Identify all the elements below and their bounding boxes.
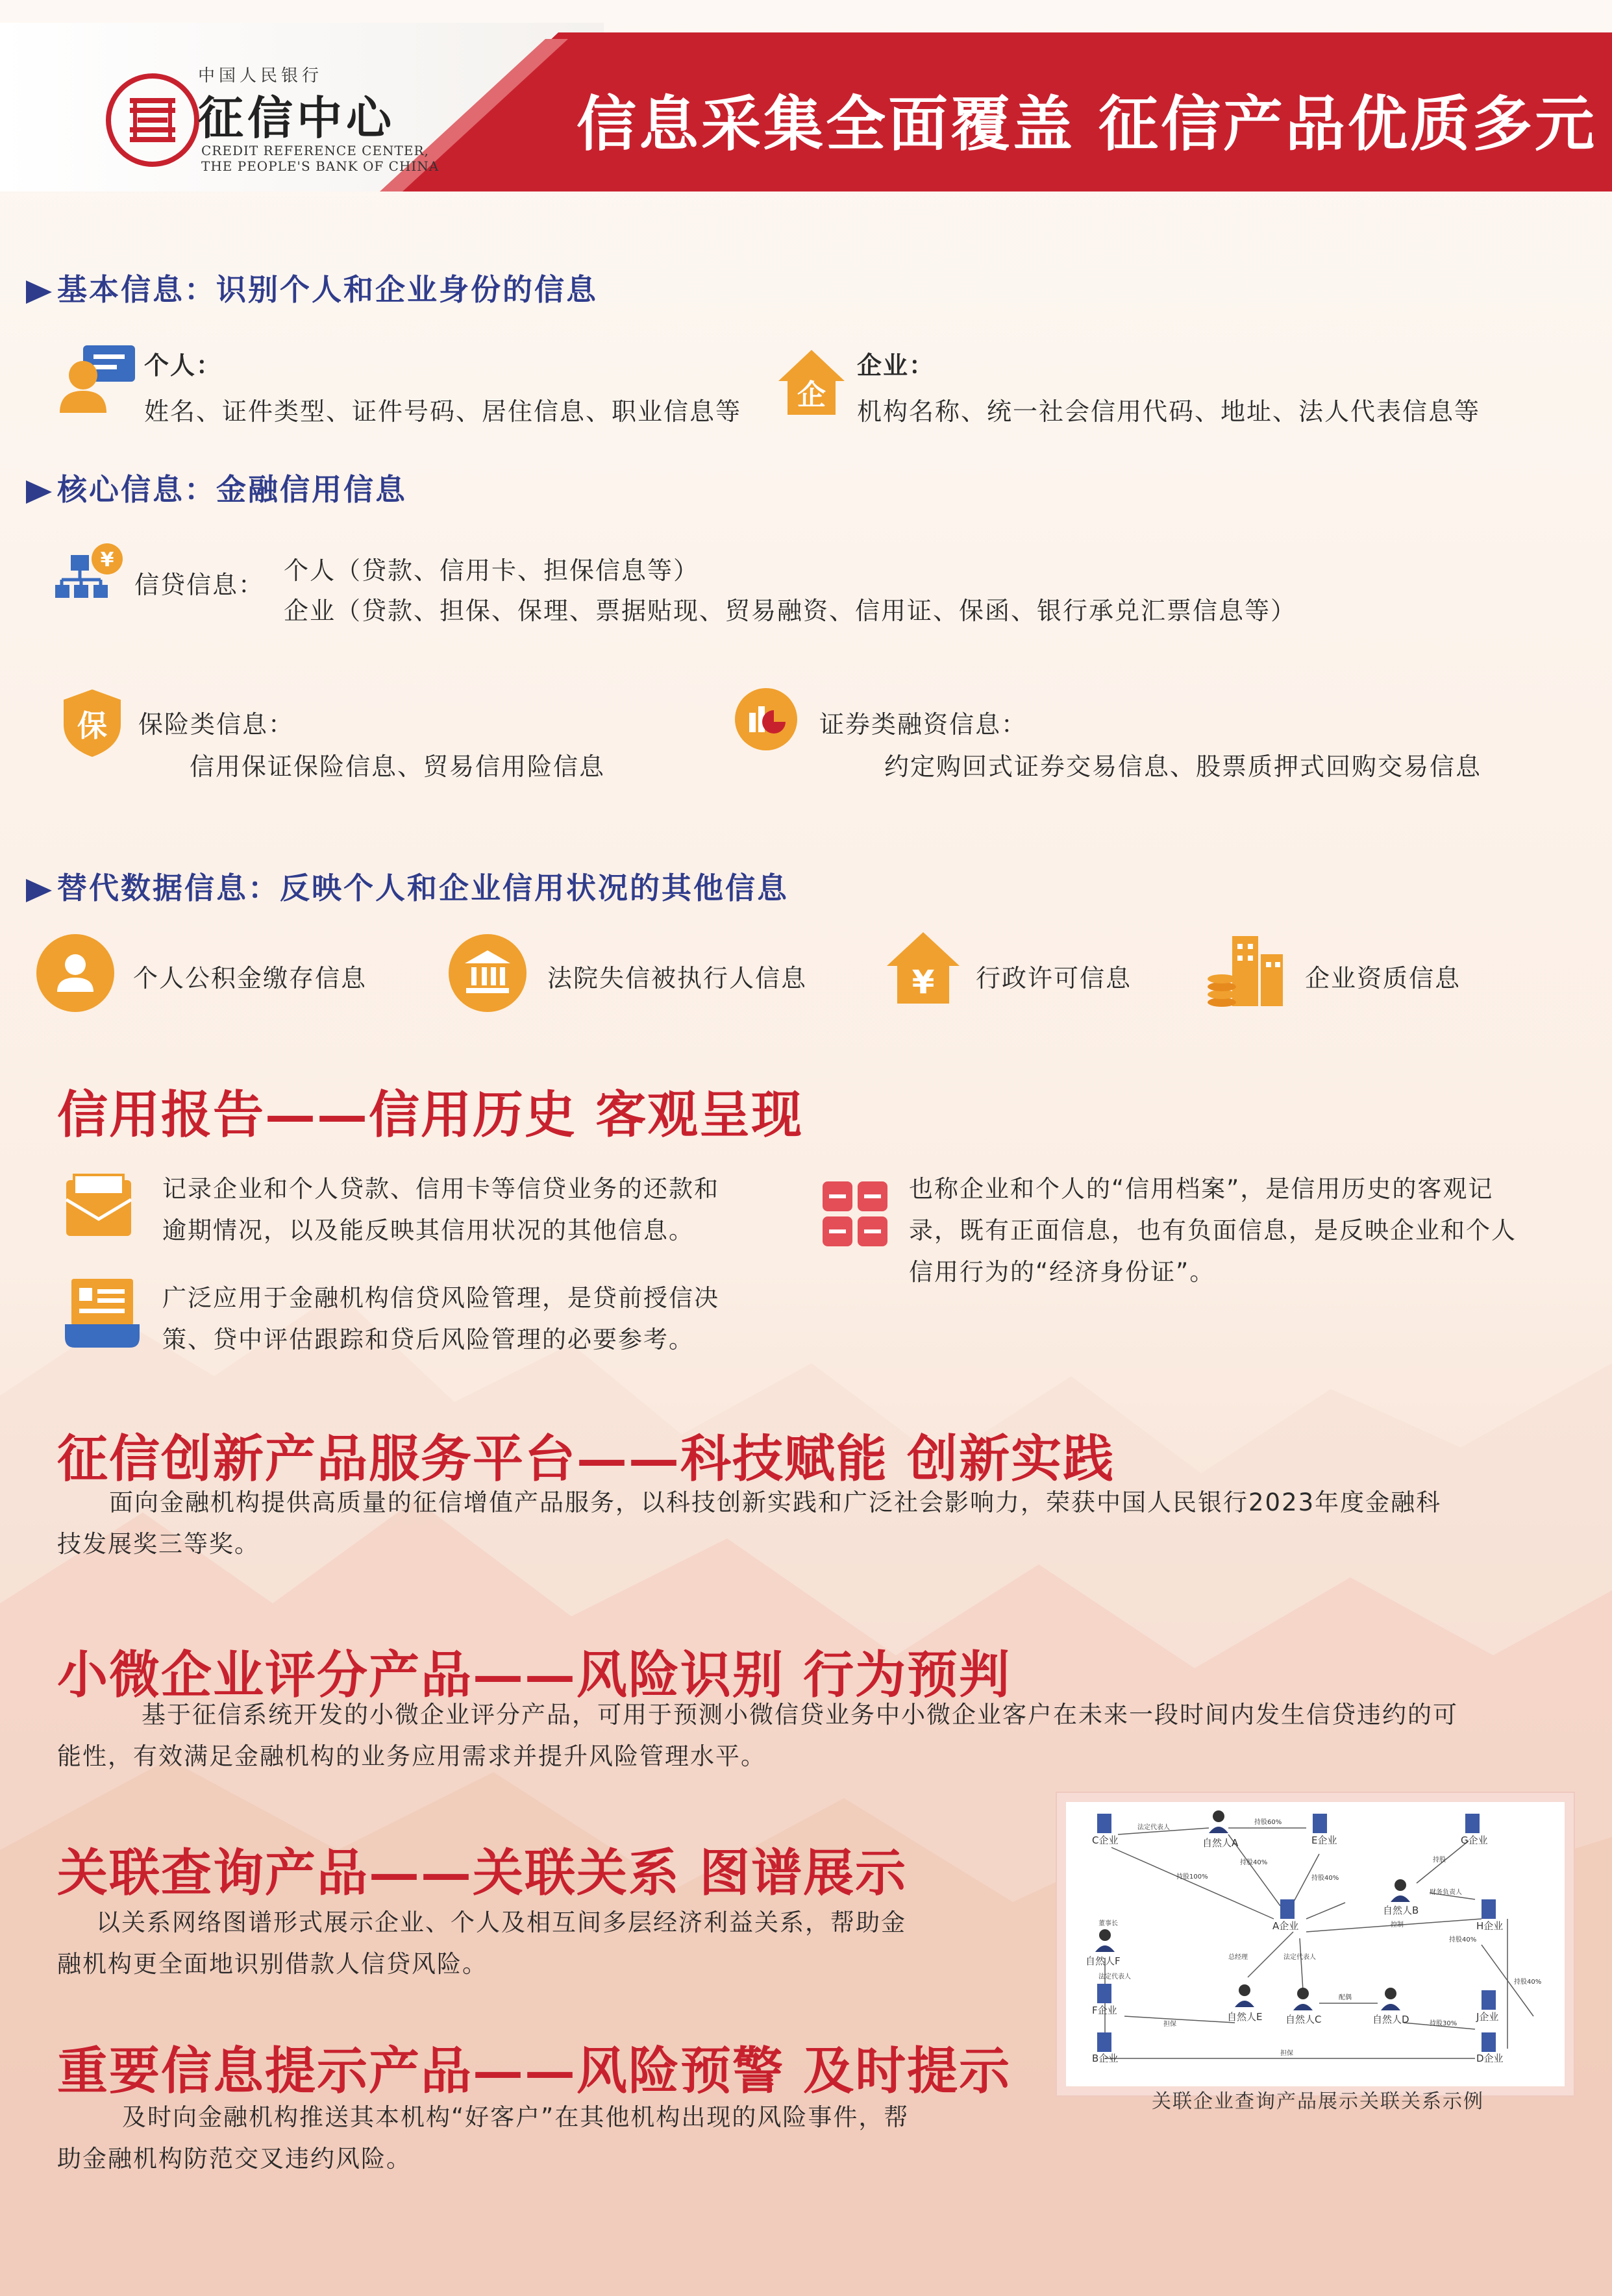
report-p2-line2: 策、贷中评估跟踪和贷后风险管理的必要参考。 <box>162 1326 694 1353</box>
enterprise-qualification-building-icon <box>1206 930 1291 1009</box>
securities-info-description: 约定购回式证券交易信息、股票质押式回购交易信息 <box>884 752 1482 781</box>
platform-line2: 技发展奖三等奖。 <box>57 1530 260 1558</box>
envelope-record-icon <box>65 1174 133 1239</box>
alt-info-heading <box>26 865 789 907</box>
relationship-diagram-frame <box>1057 1793 1574 2095</box>
edge-label: 持股40% <box>1311 1875 1339 1882</box>
insurance-icon-char: 保 <box>77 708 107 743</box>
platform-title: 征信创新产品服务平台——科技赋能 创新实践 <box>57 1429 1115 1488</box>
risk-alert-title: 重要信息提示产品——风险预警 及时提示 <box>57 2042 1011 2101</box>
credit-report-title: 信用报告——信用历史 客观呈现 <box>57 1085 804 1144</box>
securities-chart-icon <box>734 687 799 752</box>
sme-score-paragraph <box>57 1694 1563 1777</box>
node-label: B企业 <box>1092 2053 1119 2064</box>
sme-line2: 能性，有效满足金融机构的业务应用需求并提升风险管理水平。 <box>57 1742 766 1770</box>
edge-label: 控制 <box>1391 1921 1404 1929</box>
association-line1: 以关系网络图谱形式展示企业、个人及相互间多层经济利益关系，帮助金 <box>96 1908 906 1936</box>
logo-top-text: 中国人民银行 <box>198 66 323 86</box>
node-label: A企业 <box>1272 1920 1299 1932</box>
node-label: E企业 <box>1311 1834 1337 1846</box>
node-label: 自然人F <box>1085 1955 1121 1967</box>
node-label: 自然人A <box>1202 1837 1239 1849</box>
insurance-info-label: 保险类信息： <box>138 710 295 739</box>
edge-label: 持股40% <box>1514 1979 1542 1986</box>
license-yen-char: ¥ <box>911 963 935 1001</box>
section-arrow-icon <box>26 480 52 504</box>
edge-label: 持股40% <box>1240 1859 1268 1866</box>
alt-item-court-dishonesty: 法院失信被执行人信息 <box>547 964 808 993</box>
alert-line2: 助金融机构防范交叉违约风险。 <box>57 2145 412 2173</box>
basic-info-heading-text: 基本信息：识别个人和企业身份的信息 <box>57 272 598 307</box>
alt-item-housing-fund: 个人公积金缴存信息 <box>133 964 367 993</box>
edge-label: 财务负责人 <box>1430 1889 1462 1896</box>
report-p1-line2: 逾期情况，以及能反映其信用状况的其他信息。 <box>162 1216 694 1244</box>
enterprise-icon <box>776 347 847 419</box>
edge-label: 持股40% <box>1449 1936 1477 1944</box>
credit-personal-line: 个人（贷款、信用卡、担保信息等） <box>284 556 700 585</box>
node-label: H企业 <box>1476 1920 1504 1932</box>
credit-enterprise-line: 企业（贷款、担保、保理、票据贴现、贸易融资、信用证、保函、银行承兑汇票信息等） <box>284 597 1297 625</box>
edge-label: 董事长 <box>1098 1920 1118 1927</box>
edge-label: 法定代表人 <box>1137 1824 1170 1831</box>
page-title: 信息采集全面覆盖 征信产品优质多元 <box>576 89 1597 159</box>
edge-label: 持股 <box>1433 1857 1446 1864</box>
credit-org-chart-icon <box>55 542 127 607</box>
basic-info-heading <box>26 266 598 309</box>
core-info-heading <box>26 466 407 509</box>
edge-label: 总经理 <box>1228 1954 1248 1961</box>
edge-label: 担保 <box>1280 2050 1293 2057</box>
report-p2-line1: 广泛应用于金融机构信贷风险管理，是贷前授信决 <box>162 1284 719 1312</box>
section-arrow-icon <box>26 879 52 902</box>
node-label: J企业 <box>1476 2011 1499 2023</box>
page-header <box>0 0 1612 195</box>
alt-info-heading-text: 替代数据信息：反映个人和企业信用状况的其他信息 <box>57 870 789 906</box>
core-info-heading-text: 核心信息：金融信用信息 <box>57 472 407 507</box>
alt-item-admin-license: 行政许可信息 <box>976 964 1132 993</box>
person-chat-icon <box>57 343 142 414</box>
association-query-title: 关联查询产品——关联关系 图谱展示 <box>57 1844 908 1903</box>
person-label: 个人： <box>144 351 223 380</box>
enterprise-label: 企业： <box>857 351 936 380</box>
edge-label: 法定代表人 <box>1283 1954 1316 1961</box>
node-label: 自然人C <box>1285 2014 1322 2025</box>
grid-tiles-icon <box>821 1180 889 1248</box>
sme-score-title: 小微企业评分产品——风险识别 行为预判 <box>57 1646 1011 1705</box>
securities-info-label: 证券类融资信息： <box>819 710 1028 739</box>
insurance-shield-icon <box>60 687 125 758</box>
node-label: 自然人B <box>1383 1905 1419 1916</box>
node-label: 自然人E <box>1227 2011 1263 2023</box>
node-label: 自然人D <box>1372 2014 1409 2025</box>
person-description: 姓名、证件类型、证件号码、居住信息、职业信息等 <box>144 397 742 426</box>
credit-info-label: 信贷信息： <box>134 571 265 599</box>
alert-line1: 及时向金融机构推送其本机构“好客户”在其他机构出现的风险事件，帮 <box>122 2103 910 2131</box>
report-paragraph-application <box>162 1278 719 1361</box>
housing-fund-person-icon <box>36 933 115 1013</box>
node-label: D企业 <box>1476 2053 1504 2064</box>
node-label: C企业 <box>1092 1834 1119 1846</box>
insurance-info-description: 信用保证保险信息、贸易信用险信息 <box>190 752 606 781</box>
platform-line1: 面向金融机构提供高质量的征信增值产品服务，以科技创新实践和广泛社会影响力，荣获中国人民银行2023年度金融科 <box>109 1488 1442 1516</box>
association-line2: 融机构更全面地识别借款人信贷风险。 <box>57 1950 488 1978</box>
report-p1-line1: 记录企业和个人贷款、信用卡等信贷业务的还款和 <box>162 1175 719 1203</box>
edge-label: 持股100% <box>1176 1873 1208 1881</box>
report-paragraph-archive <box>909 1168 1517 1293</box>
admin-license-house-icon <box>884 930 962 1006</box>
node-label: G企业 <box>1461 1834 1488 1846</box>
logo-english-line2: THE PEOPLE'S BANK OF CHINA <box>201 158 440 174</box>
report-p3-line1: 也称企业和个人的“信用档案”，是信用历史的客观记 <box>909 1175 1494 1203</box>
report-p3-line2: 录，既有正面信息，也有负面信息，是反映企业和个人 <box>909 1216 1517 1244</box>
risk-alert-paragraph <box>57 2097 1031 2180</box>
edge-label: 配偶 <box>1339 1994 1352 2001</box>
svg-text:企: 企 <box>797 378 826 412</box>
report-p3-line3: 信用行为的“经济身份证”。 <box>909 1258 1215 1286</box>
section-arrow-icon <box>26 280 52 304</box>
court-building-icon <box>448 933 527 1013</box>
relationship-graph <box>1066 1802 1565 2086</box>
document-stack-icon <box>65 1278 140 1349</box>
diagram-caption: 关联企业查询产品展示关联关系示例 <box>1152 2090 1484 2113</box>
report-paragraph-record <box>162 1168 719 1252</box>
edge-label: 持股60% <box>1254 1819 1282 1826</box>
edge-label: 担保 <box>1163 2021 1176 2028</box>
logo-english-line1: CREDIT REFERENCE CENTER, <box>201 143 429 158</box>
association-query-paragraph <box>57 1902 1031 1985</box>
sme-line1: 基于征信系统开发的小微企业评分产品，可用于预测小微信贷业务中小微企业客户在未来一段时间内发生信贷违约的可 <box>142 1701 1458 1729</box>
alt-item-enterprise-qualification: 企业资质信息 <box>1305 964 1461 993</box>
node-label: F企业 <box>1092 2005 1117 2016</box>
pbc-logo-icon <box>104 71 201 169</box>
edge-label: 法定代表人 <box>1098 1973 1131 1981</box>
enterprise-description: 机构名称、统一社会信用代码、地址、法人代表信息等 <box>857 397 1481 426</box>
logo-name: 征信中心 <box>198 91 395 145</box>
platform-paragraph <box>57 1482 1563 1565</box>
edge-label: 持股30% <box>1430 2020 1457 2027</box>
svg-text:¥: ¥ <box>100 549 114 571</box>
